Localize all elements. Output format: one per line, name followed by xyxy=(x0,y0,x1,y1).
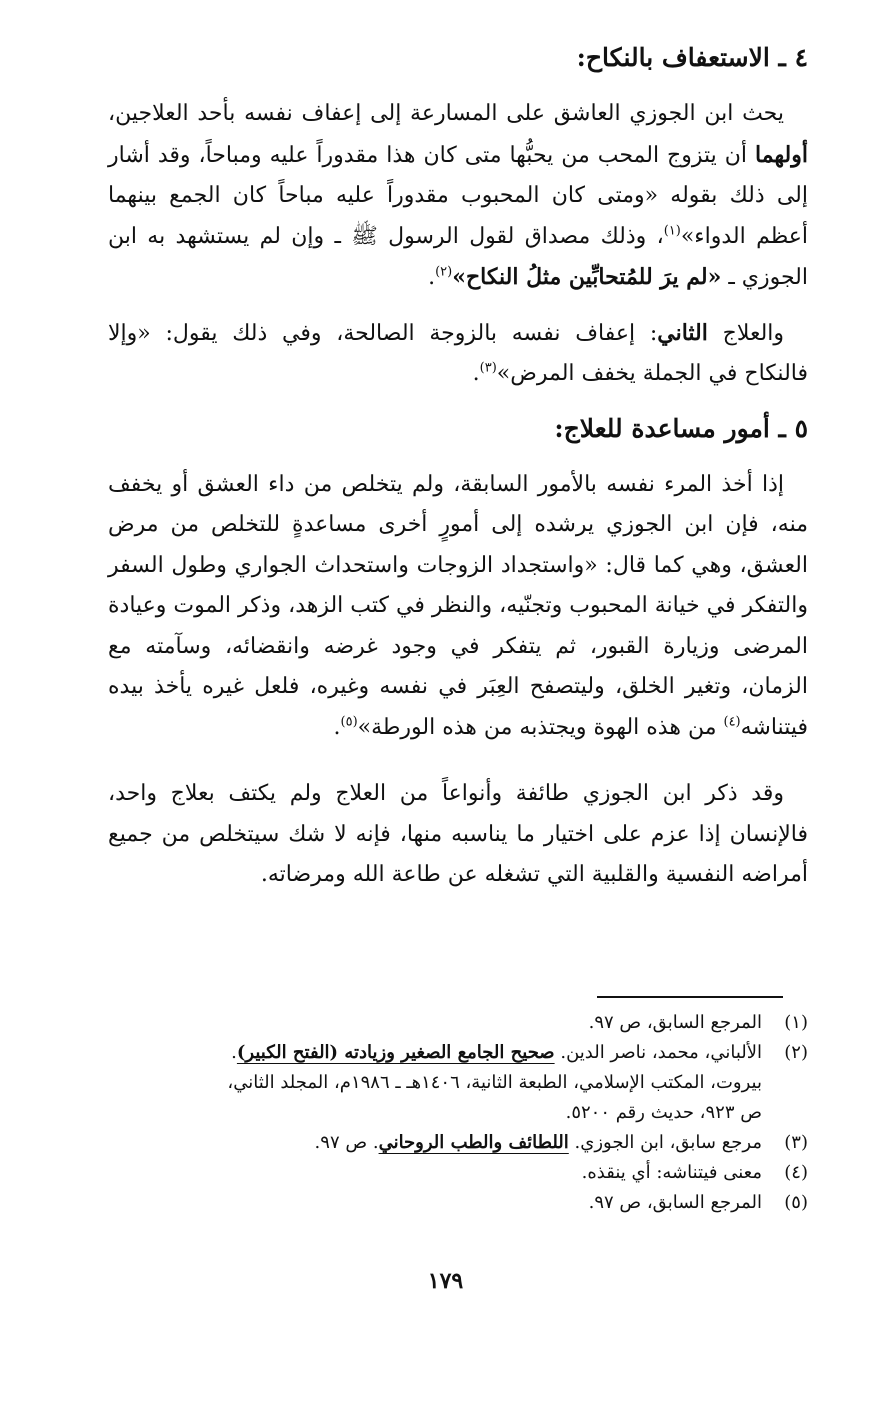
citation-author: مرجع سابق، ابن الجوزي. xyxy=(574,1132,762,1153)
section-heading-5: ٥ ـ أمور مساعدة للعلاج: xyxy=(554,413,808,443)
paragraph-5-2 xyxy=(108,774,808,896)
footnote-text: المرجع السابق، ص ٩٧. xyxy=(588,1012,762,1033)
hadith-quote: «لم يرَ للمُتحابِّين مثلُ النكاح» xyxy=(452,264,722,290)
footnote-number: (١) xyxy=(784,1012,808,1033)
footnotes xyxy=(108,1008,808,1218)
text-run: : إعفاف نفسه بالزوجة الصالحة، وفي ذلك يقول: «وإلا فالنكاح في الجملة يخفف المرض» xyxy=(108,320,808,386)
footnote-continuation: ص ٩٢٣، حديث رقم ٥٢٠٠. xyxy=(565,1102,762,1123)
paragraph-4-2 xyxy=(108,313,808,395)
paragraph-5-1 xyxy=(108,465,808,749)
text-run: إذا أخذ المرء نفسه بالأمور السابقة، ولم يتخلص من داء العشق أو يخفف منه، فإن ابن الجوزي يرشده إلى أمورٍ أخرى مساعدةٍ للتخلص من مرض العشق، وهي كما قال: «واستجداد الزوجات واستحداث الجواري وطول السفر والتفكر في خيانة المحبوب وتجنّيه، والنظر في كتب الزهد، وذكر الموت وعيادة المرضى وزيارة القبور، ثم يتفكر في وجود غرضه وانقضائه، وسآمته مع الزمان، وتغير الخلق، وليتصفح العِبَر في نفسه وغيره، فلعل غيره يأخذ بيده فيتناشه xyxy=(108,471,808,740)
footnote-number: (٥) xyxy=(784,1192,808,1213)
text-run: . xyxy=(472,361,480,386)
footnote-item xyxy=(108,1128,808,1158)
footnote-divider xyxy=(597,996,783,998)
footnote-number: (٤) xyxy=(784,1162,808,1183)
footnote-ref[interactable]: (٤) xyxy=(723,714,741,730)
footnote-text: معنى فيتناشه: أي ينقذه. xyxy=(581,1162,762,1183)
citation-title: صحيح الجامع الصغير وزيادته (الفتح الكبير) xyxy=(236,1042,555,1063)
footnote-item xyxy=(108,1158,808,1188)
citation-end: . xyxy=(231,1042,237,1063)
text-run: . xyxy=(428,265,436,290)
footnote-number: (٢) xyxy=(784,1042,808,1063)
page-body xyxy=(108,38,808,910)
footnote-text xyxy=(108,1038,762,1068)
footnote-item xyxy=(108,1008,808,1038)
text-run: ، وذلك مصداق لقول الرسول ﷺ ـ وإن لم يستشهد به ابن الجوزي ـ xyxy=(108,223,808,290)
footnote-text xyxy=(108,1128,762,1158)
footnote-ref[interactable]: (٣) xyxy=(479,360,497,376)
footnote-ref[interactable]: (١) xyxy=(663,223,681,239)
footnote-item xyxy=(108,1038,808,1068)
text-run: . xyxy=(333,714,341,740)
text-run: وقد ذكر ابن الجوزي طائفة وأنواعاً من العلاج ولم يكتف بعلاج واحد، فالإنسان إذا عزم على اختيار ما يناسبه منها، فإنه لا شك سيتخلص من جميع أمراضه النفسية والقلبية التي تشغله عن طاعة الله ومرضاته. xyxy=(108,781,808,887)
footnote-ref[interactable]: (٥) xyxy=(340,714,358,730)
citation-end: . ص ٩٧. xyxy=(314,1132,379,1153)
footnote-continuation: بيروت، المكتب الإسلامي، الطبعة الثانية، ١٤٠٦هـ ـ ١٩٨٦م، المجلد الثاني، xyxy=(227,1072,762,1093)
text-run: أن يتزوج المحب من يحبُّها متى كان هذا مقدوراً عليه ومباحاً، وقد أشار إلى ذلك بقوله «ومتى كان المحبوب مقدوراً عليه مباحاً كان الجمع بينهما أعظم الدواء» xyxy=(108,142,808,249)
footnote-text: المرجع السابق، ص ٩٧. xyxy=(588,1192,762,1213)
page-number: ١٧٩ xyxy=(427,1268,464,1294)
text-run: من هذه الهوة ويجتذبه من هذه الورطة» xyxy=(357,714,717,740)
footnote-number: (٣) xyxy=(784,1132,808,1153)
citation-title: اللطائف والطب الروحاني xyxy=(378,1132,569,1153)
bold-term: أولهما xyxy=(754,141,808,168)
bold-term: الثاني xyxy=(657,319,708,346)
paragraph-4-1 xyxy=(108,94,808,299)
footnote-item xyxy=(108,1188,808,1218)
footnote-ref[interactable]: (٢) xyxy=(435,264,453,280)
citation-author: الألباني، محمد، ناصر الدين. xyxy=(560,1042,762,1063)
text-run: يحث ابن الجوزي العاشق على المسارعة إلى إعفاف نفسه بأحد العلاجين، xyxy=(108,101,785,126)
section-heading-4: ٤ ـ الاستعفاف بالنكاح: xyxy=(576,43,808,72)
text-run: والعلاج xyxy=(722,320,785,346)
